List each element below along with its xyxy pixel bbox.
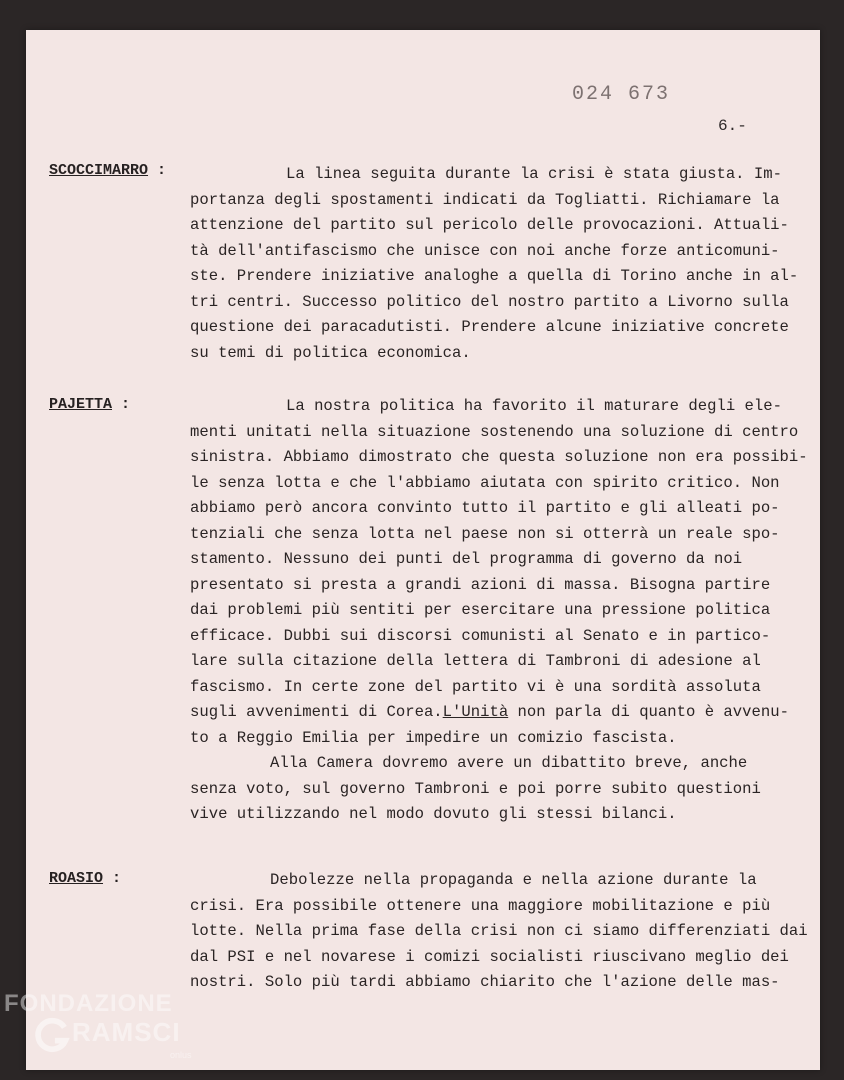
text-line: fascismo. In certe zone del partito vi è una sordità assoluta	[190, 677, 761, 696]
text-line: Debolezze nella propaganda e nella azione durante la	[270, 871, 757, 889]
text-line-part: sugli avvenimenti di Corea.	[190, 703, 443, 721]
speaker-name: SCOCCIMARRO	[49, 162, 149, 179]
text-line: menti unitati nella situazione sostenendo una soluzione di centro	[190, 422, 799, 441]
text-line: questione dei paracadutisti. Prendere alcune iniziative concrete	[190, 318, 789, 336]
speaker-name: PAJETTA	[49, 396, 113, 413]
gramsci-g-logo-icon	[34, 1016, 72, 1054]
speaker-name: ROASIO	[49, 870, 104, 887]
text-line: efficace. Dubbi sui discorsi comunisti al Senato e in partico-	[190, 626, 771, 645]
text-line: attenzione del partito sul pericolo delle provocazioni. Attuali-	[190, 216, 789, 234]
text-line: crisi. Era possibile ottenere una maggiore mobilitazione e più	[190, 896, 771, 915]
text-line: nostri. Solo più tardi abbiamo chiarito che l'azione delle mas-	[190, 973, 780, 991]
text-line: lotte. Nella prima fase della crisi non ci siamo differenziati dai	[190, 922, 808, 940]
text-line: sinistra. Abbiamo dimostrato che questa soluzione non era possibi-	[190, 448, 808, 466]
text-line: tri centri. Successo politico del nostro partito a Livorno sulla	[190, 292, 789, 311]
speaker-separator: :	[148, 162, 167, 179]
watermark-line2: RAMSCI	[72, 1017, 181, 1047]
page-number: 6.-	[718, 117, 747, 135]
text-line: su temi di politica economica.	[190, 343, 471, 362]
text-line: tenziali che senza lotta nel paese non si otterrà un reale spo-	[190, 524, 780, 543]
paragraph-pajetta	[190, 394, 815, 828]
text-line: portanza degli spostamenti indicati da Togliatti. Richiamare la	[190, 190, 780, 209]
watermark-small: onlus	[170, 1050, 192, 1060]
text-line: senza voto, sul governo Tambroni e poi porre subito questioni	[190, 779, 761, 798]
speaker-label-scoccimarro	[49, 162, 166, 179]
text-line: to a Reggio Emilia per impedire un comizio fascista.	[190, 728, 677, 747]
text-line: dal PSI e nel novarese i comizi socialisti riuscivano meglio dei	[190, 947, 789, 966]
fondazione-gramsci-watermark	[4, 990, 234, 1070]
paragraph-roasio	[190, 868, 815, 996]
text-line: vive utilizzando nel modo dovuto gli stessi bilanci.	[190, 805, 677, 823]
text-line: Alla Camera dovremo avere un dibattito breve, anche	[270, 754, 748, 772]
newspaper-title-unita: L'Unità	[442, 703, 509, 721]
archive-number: 024 673	[572, 83, 671, 106]
text-line: abbiamo però ancora convinto tutto il partito e gli alleati po-	[190, 499, 780, 517]
text-line: le senza lotta e che l'abbiamo aiutata con spirito critico. Non	[190, 473, 780, 492]
text-line: lare sulla citazione della lettera di Tambroni di adesione al	[190, 652, 761, 670]
text-line: dai problemi più sentiti per esercitare una pressione politica	[190, 601, 771, 619]
text-line: La nostra politica ha favorito il maturare degli ele-	[286, 397, 782, 415]
text-line: stamento. Nessuno dei punti del programma di governo da noi	[190, 550, 743, 568]
speaker-label-pajetta	[49, 396, 130, 413]
text-line	[190, 700, 815, 726]
speaker-separator: :	[103, 870, 122, 887]
text-line-part: non parla di quanto è avvenu-	[508, 703, 789, 721]
speaker-label-roasio	[49, 870, 121, 887]
text-line: La linea seguita durante la crisi è stata giusta. Im-	[286, 165, 782, 183]
text-line: tà dell'antifascismo che unisce con noi anche forze anticomuni-	[190, 241, 780, 260]
text-line: ste. Prendere iniziative analoghe a quella di Torino anche in al-	[190, 267, 799, 285]
paragraph-scoccimarro	[190, 162, 815, 366]
speaker-separator: :	[112, 396, 131, 413]
watermark-line1: FONDAZIONE	[4, 990, 173, 1017]
text-line: presentato si presta a grandi azioni di massa. Bisogna partire	[190, 575, 771, 594]
